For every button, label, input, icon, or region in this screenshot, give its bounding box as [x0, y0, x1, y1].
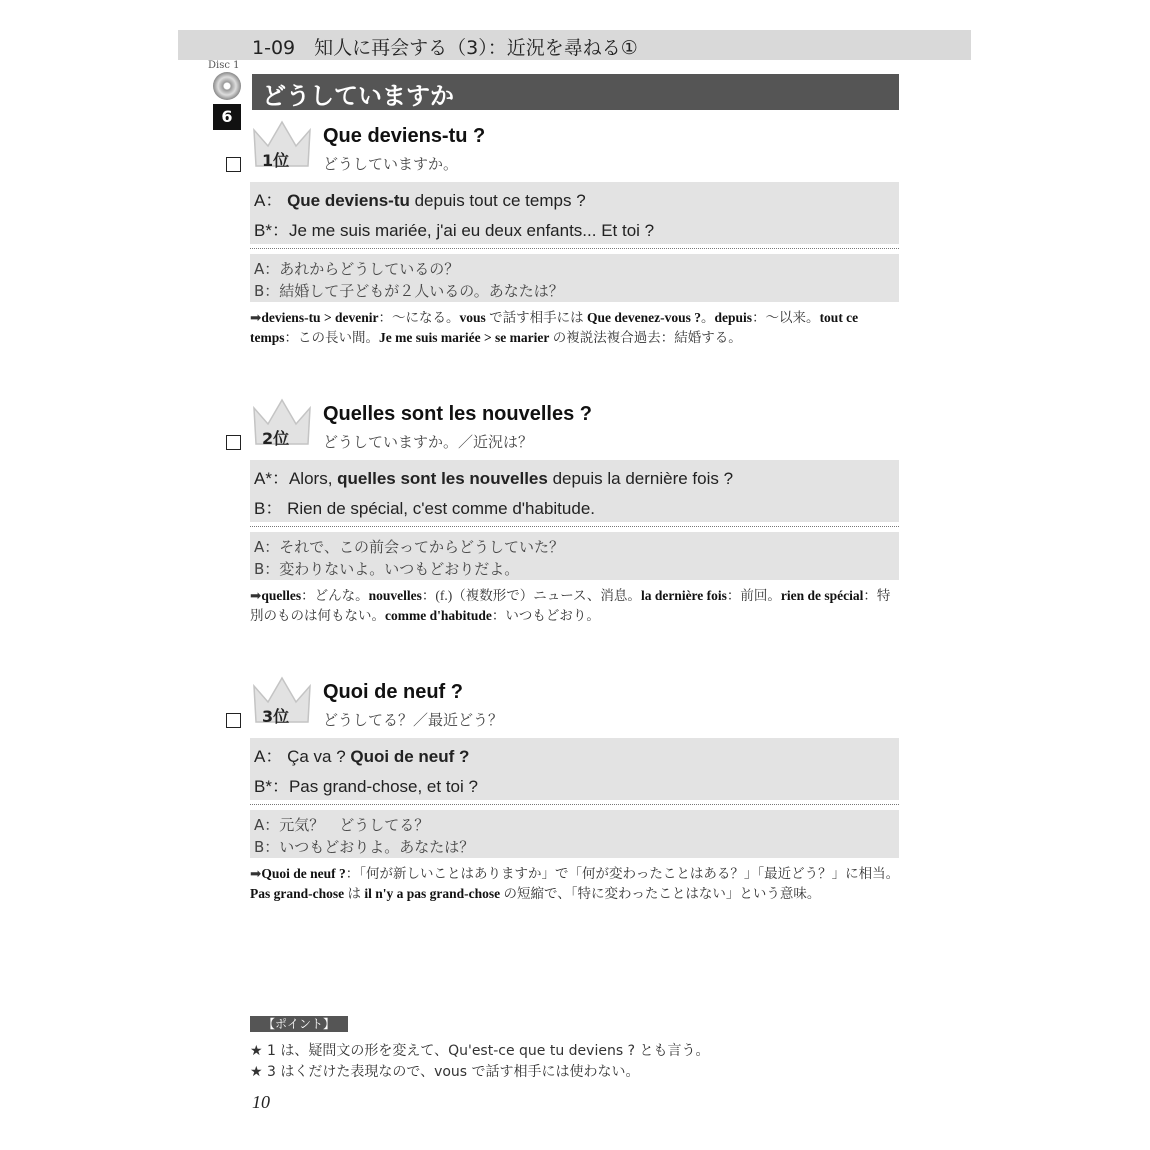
phrase-translation: どうしてる？／最近どう？ — [323, 711, 504, 729]
note-term: nouvelles — [368, 588, 422, 603]
note-text: で話す相手には — [485, 310, 588, 325]
checkbox[interactable] — [226, 157, 241, 172]
note-term: quelles — [261, 588, 302, 603]
note-term: il n'y a pas grand-chose — [364, 886, 501, 901]
phrase-translation: どうしていますか。／近況は？ — [323, 433, 534, 451]
note-text: の複説法複合過去：結婚する。 — [549, 330, 742, 345]
note-text: ：いつもどおり。 — [491, 608, 600, 623]
dotted-divider — [250, 526, 899, 527]
note-text: ：この長い間。 — [284, 330, 379, 345]
dotted-divider — [250, 804, 899, 805]
phrase-title: Quelles sont les nouvelles ? — [323, 403, 592, 425]
note-term: Je me suis mariée > se marier — [379, 330, 550, 345]
phrase-title: Que deviens-tu ? — [323, 125, 486, 147]
dialogue-line: B*：Pas grand-chose, et toi ? — [254, 777, 478, 796]
phrase-translation: どうしていますか。 — [323, 155, 459, 173]
translation-line: B：いつもどおりよ。あなたは？ — [254, 838, 475, 856]
note-term: vous — [459, 310, 486, 325]
vocab-note — [250, 308, 902, 348]
note-text: ：～以来。 — [752, 310, 820, 325]
note-term: deviens-tu > devenir — [261, 310, 379, 325]
translation-line: B：結婚して子どもが２人いるの。あなたは？ — [254, 282, 564, 300]
note-arrow-icon: ➡ — [250, 588, 262, 603]
note-text: ：「何が新しいことはありますか」で「何が変わったことはある？」「最近どう？」に相当。 — [345, 866, 900, 881]
note-term: la dernière fois — [640, 588, 727, 603]
note-arrow-icon: ➡ — [250, 866, 262, 881]
note-text: の短縮で、「特に変わったことはない」という意味。 — [500, 886, 821, 901]
note-text: ：(f.)（複数形で）ニュース、消息。 — [421, 588, 641, 603]
point-line: ★ 1 は、疑問文の形を変えて、Qu'est-ce que tu deviens ? とも言う。 — [250, 1043, 710, 1059]
translation-line: A：あれからどうしているの？ — [254, 260, 460, 278]
checkbox[interactable] — [226, 713, 241, 728]
note-text: 。 — [701, 310, 715, 325]
dialogue-line: A*：Alors, quelles sont les nouvelles depuis la dernière fois ? — [254, 469, 734, 488]
cd-icon — [213, 72, 241, 100]
banner-title: どうしていますか — [262, 82, 454, 110]
translation-line: A：元気？ どうしてる？ — [254, 816, 430, 834]
point-heading: 【ポイント】 — [250, 1016, 348, 1032]
note-text: ：前回。 — [726, 588, 781, 603]
dialogue-line: A： Que deviens-tu depuis tout ce temps ? — [254, 191, 586, 210]
note-arrow-icon: ➡ — [250, 310, 262, 325]
rank-label: 2位 — [262, 429, 290, 448]
translation-line: A：それで、この前会ってからどうしていた？ — [254, 538, 564, 556]
disc-label: Disc 1 — [208, 60, 240, 71]
point-line: ★ 3 はくだけた表現なので、vous で話す相手には使わない。 — [250, 1064, 640, 1080]
note-term: tout ce temps — [250, 310, 859, 345]
rank-label: 3位 — [262, 707, 290, 726]
dialogue-line: A： Ça va ? Quoi de neuf ? — [254, 747, 470, 766]
vocab-note — [250, 586, 902, 626]
vocab-note — [250, 864, 902, 904]
section-title: 1-09 知人に再会する（3）：近況を尋ねる① — [252, 37, 638, 59]
note-term: Pas grand-chose — [250, 886, 345, 901]
note-term: comme d'habitude — [385, 608, 492, 623]
note-term: Quoi de neuf ? — [261, 866, 346, 881]
dialogue-line: B*：Je me suis mariée, j'ai eu deux enfants... Et toi ? — [254, 221, 655, 240]
note-text: ：特別のものは何もない。 — [250, 588, 891, 623]
note-term: rien de spécial — [780, 588, 864, 603]
note-text: は — [344, 886, 365, 901]
page-number: 10 — [252, 1092, 270, 1112]
checkbox[interactable] — [226, 435, 241, 450]
track-number: 6 — [213, 104, 241, 130]
translation-line: B：変わりないよ。いつもどおりだよ。 — [254, 560, 520, 578]
note-text: ：～になる。 — [378, 310, 460, 325]
note-term: depuis — [714, 310, 753, 325]
dotted-divider — [250, 248, 899, 249]
dialogue-line: B： Rien de spécial, c'est comme d'habitude. — [254, 499, 595, 518]
phrase-title: Quoi de neuf ? — [323, 681, 463, 703]
note-term: Que devenez-vous ? — [587, 310, 702, 325]
note-text: ：どんな。 — [301, 588, 369, 603]
rank-label: 1位 — [262, 151, 290, 170]
